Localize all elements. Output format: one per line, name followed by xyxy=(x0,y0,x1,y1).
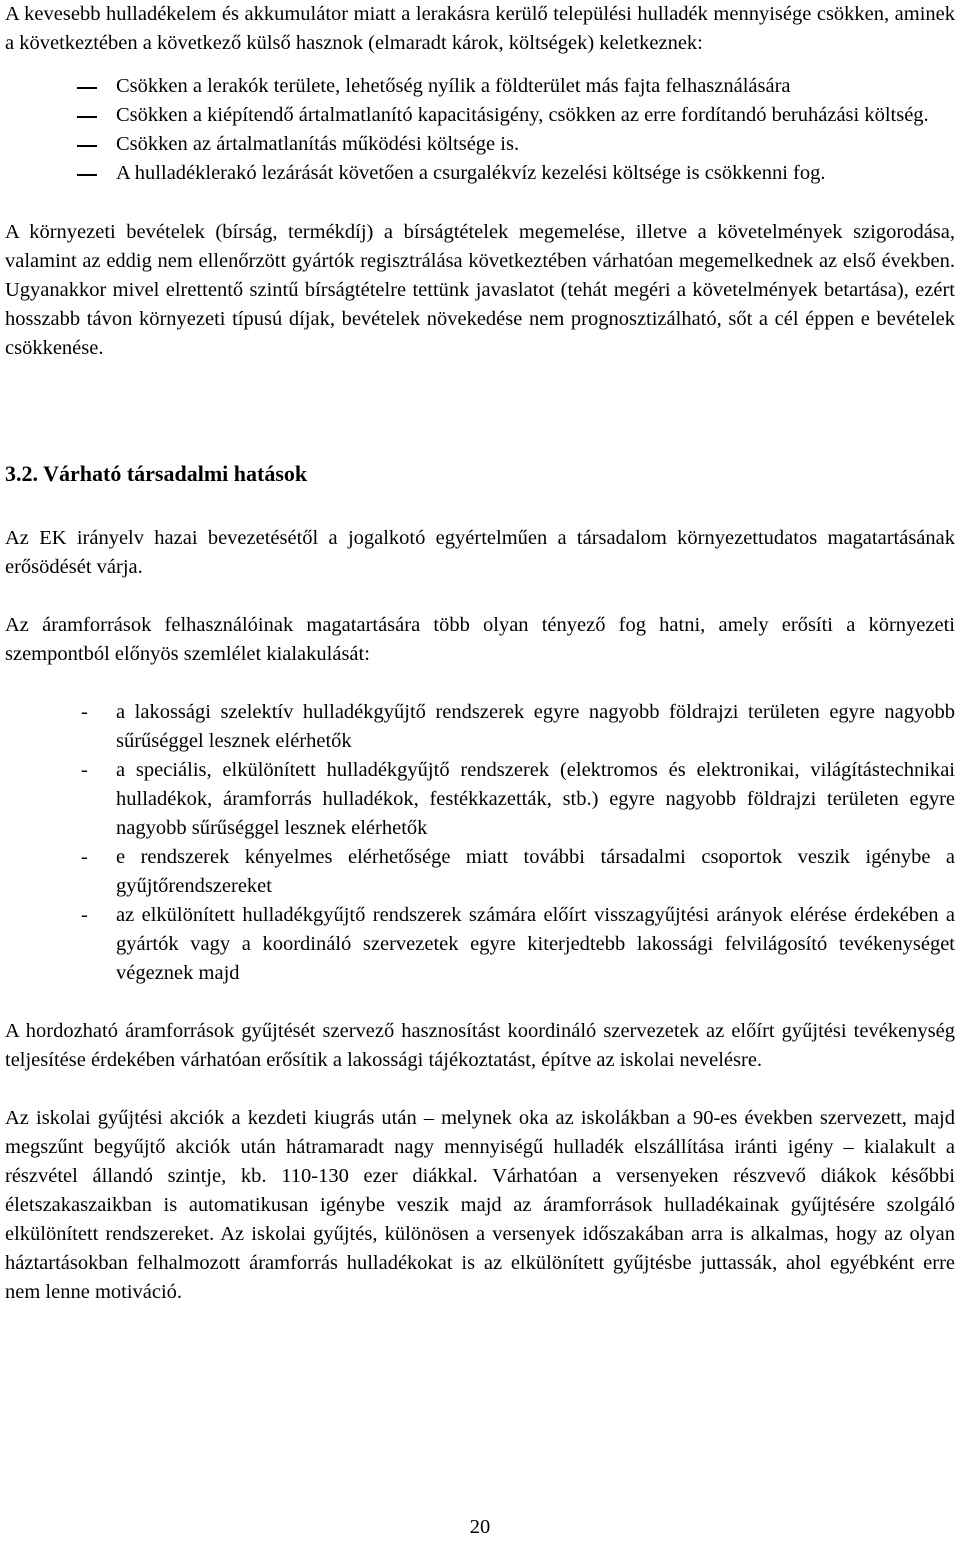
portable-batteries-paragraph: A hordozható áramforrások gyűjtését szervező hasznosítást koordináló szervezetek az előírt gyűjtési tevékenység teljesítése érdekében várhatóan erősítik a lakossági tájékoztatást, építve az iskolai nevelésre. xyxy=(5,1020,955,1071)
bullet-hyphen: - xyxy=(81,759,88,781)
list-item xyxy=(5,843,955,901)
school-collection-paragraph: Az iskolai gyűjtési akciók a kezdeti kiugrás után – melynek oka az iskolákban a 90-es években szervezett, majd megszűnt begyűjtő akciók után hátramaradt nagy mennyiségű hulladék elszállítása iránti igény – kialakult a részvétel állandó szintje, kb. 110-130 ezer diákkal. Várhatóan a versenyeken részvevő diákok későbbi életszakaszaikban is automatikusan igénybe veszik majd az áramforrások hulladékainak gyűjtésére szolgáló elkülönített rendszereket. Az iskolai gyűjtés, különösen a versenyek időszakában arra is alkalmas, hogy az olyan háztartásokban felhalmozott áramforrás hulladékokat is az elkülönített gyűjtésbe juttassák, ahol egyébként erre nem lenne motiváció. xyxy=(5,1107,955,1303)
users-paragraph: Az áramforrások felhasználóinak magatartására több olyan tényező fog hatni, amely erősíti a környezeti szempontból előnyös szemlélet kialakulását: xyxy=(5,614,955,665)
list-item-text: e rendszerek kényelmes elérhetősége miatt további társadalmi csoportok veszik igénybe a gyűjtőrendszereket xyxy=(116,846,955,897)
page-number: 20 xyxy=(469,1516,491,1538)
list-item: Csökken a lerakók területe, lehetőség nyílik a földterület más fajta felhasználására xyxy=(5,72,955,101)
benefits-list xyxy=(5,72,955,188)
bullet-hyphen: - xyxy=(81,846,88,868)
list-item-text: a lakossági szelektív hulladékgyűjtő rendszerek egyre nagyobb földrajzi területen egyre nagyobb sűrűséggel lesznek elérhetők xyxy=(116,701,955,752)
list-item-text: a speciális, elkülönített hulladékgyűjtő rendszerek (elektromos és elektronikai, világítástechnikai hulladékok, áramforrás hulladékok, festékkazetták, stb.) egyre nagyobb földrajzi területen egyre nagyobb sűrűséggel lesznek elérhetők xyxy=(116,759,955,839)
list-item: Csökken az ártalmatlanítás működési költsége is. xyxy=(5,130,955,159)
section-title: Várható társadalmi hatások xyxy=(43,461,308,486)
bullet-hyphen: - xyxy=(81,904,88,926)
list-item xyxy=(5,698,955,756)
ek-paragraph: Az EK irányelv hazai bevezetésétől a jogalkotó egyértelműen a társadalom környezettudatos magatartásának erősödését várja. xyxy=(5,527,955,578)
list-item xyxy=(5,901,955,988)
list-item: A hulladéklerakó lezárását követően a csurgalékvíz kezelési költsége is csökkenni fog. xyxy=(5,159,955,188)
list-item-text: az elkülönített hulladékgyűjtő rendszerek számára előírt visszagyűjtési arányok elérése érdekében a gyártók vagy a koordináló szervezetek egyre kiterjedtebb lakossági felvilágosító tevékenységet végeznek majd xyxy=(116,904,955,984)
list-item xyxy=(5,756,955,843)
env-revenue-paragraph: A környezeti bevételek (bírság, termékdíj) a bírságtételek megemelése, illetve a követelmények szigorodása, valamint az eddig nem ellenőrzött gyártók regisztrálása következtében várhatóan megemelkednek az első években. Ugyanakkor mivel elrettentő szintű bírságtételre tettünk javaslatot (tehát megéri a követelmények betartása), ezért hosszabb távon környezeti típusú díjak, bevételek növekedése nem prognosztizálható, sőt a cél éppen e bevételek csökkenése. xyxy=(5,221,955,359)
document-page xyxy=(5,0,955,1307)
factors-list xyxy=(5,698,955,988)
intro-paragraph: A kevesebb hulladékelem és akkumulátor miatt a lerakásra kerülő települési hulladék mennyisége csökken, aminek a következtében a következő külső hasznok (elmaradt károk, költségek) keletkeznek: xyxy=(5,3,955,54)
list-item: Csökken a kiépítendő ártalmatlanító kapacitásigény, csökken az erre fordítandó beruházási költség. xyxy=(5,101,955,130)
section-heading xyxy=(5,459,955,488)
bullet-hyphen: - xyxy=(81,701,88,723)
section-number: 3.2. xyxy=(5,461,38,486)
